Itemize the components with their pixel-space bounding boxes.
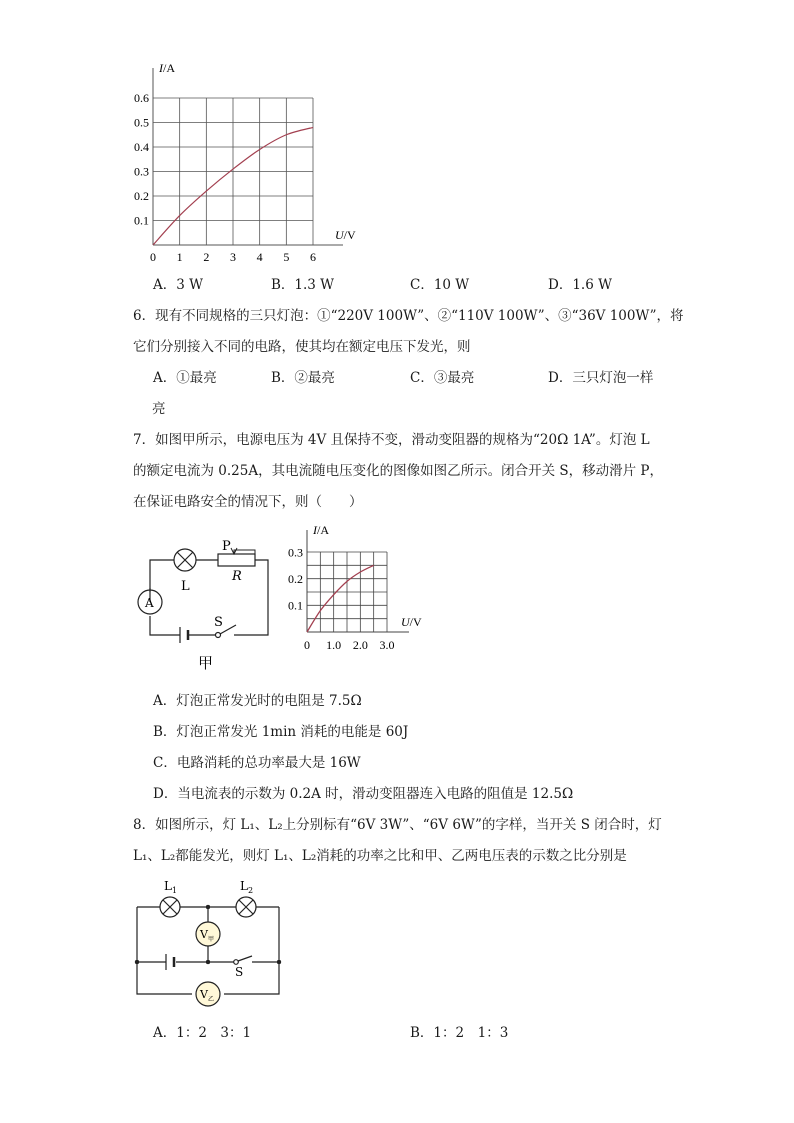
q7-option-d: D．当电流表的示数为 0.2A 时，滑动变阻器连入电路的阻值是 12.5Ω [153,786,574,802]
q8-label-l1: $L_1$ [164,879,178,895]
q7-option-c: C．电路消耗的总功率最大是 16W [153,755,361,771]
chart-2-y-tick-label: 0.2 [288,572,303,586]
q6-option-d: D．三只灯泡一样 [548,370,654,386]
chart-1-y-tick-label: 0.5 [134,115,149,130]
q8-option-b: B．1：2 1：3 [410,1025,509,1041]
q7-stem-line3: 在保证电路安全的情况下，则（ ） [133,494,363,510]
q7-option-b: B．灯泡正常发光 1min 消耗的电能是 60J [153,724,409,740]
q8-stem-line1: 8．如图所示，灯 L₁、L₂上分别标有“6V 3W”、“6V 6W”的字样，当开关 S 闭合时，灯 [133,817,662,833]
q8-label-l2: $L_2$ [240,879,254,895]
q7-rheostat-icon [218,554,255,566]
chart-1-x-tick-label: 3 [230,250,236,264]
chart-1-y-axis-label: I/A [159,61,175,75]
q8-stem-line2: L₁、L₂都能发光，则灯 L₁、L₂消耗的功率之比和甲、乙两电压表的示数之比分别是 [133,848,627,864]
chart-2-x-tick-label: 2.0 [352,638,368,652]
chart-1-x-tick-label: 5 [283,250,290,264]
q6-stem-line1: 6．现有不同规格的三只灯泡：①“220V 100W”、②“110V 100W”、③“36V 100W”，将 [133,308,684,324]
q8-option-a: A．1：2 3：1 [153,1025,252,1041]
chart-1-y-tick-label: 0.1 [134,213,149,228]
q6-option-a: A．①最亮 [153,370,217,386]
chart-1-x-tick-label: 1 [176,250,183,264]
chart-2-iu-graph [280,522,440,672]
chart-1-y-tick-label: 0.6 [134,91,149,105]
q7-stem-line2: 的额定电流为 0.25A，其电流随电压变化的图像如图乙所示。闭合开关 S，移动滑片 P， [133,463,664,479]
chart-2-x-tick-label: 0 [304,638,310,652]
q6-option-c: C．③最亮 [410,370,475,386]
q6-option-d-wrap: 亮 [152,401,166,417]
q7-switch-icon [216,633,221,638]
q7-label-R: R [232,569,242,584]
q5-option-a: A．3 W [153,277,204,293]
q8-label-s: S [235,965,244,979]
q5-option-b: B．1.3 W [271,277,335,293]
chart-1-y-tick-label: 0.4 [134,140,149,154]
q6-option-b: B．②最亮 [271,370,335,386]
chart-2-y-tick-label: 0.3 [288,545,303,560]
chart-1-x-tick-label: 4 [256,250,263,264]
q7-option-a: A．灯泡正常发光时的电阻是 7.5Ω [153,693,362,709]
q6-stem-line2: 它们分别接入不同的电路，使其均在额定电压下发光，则 [133,339,471,355]
chart-1-y-tick-label: 0.3 [134,164,149,179]
chart-1-x-tick-label: 2 [203,250,210,264]
q5-option-d: D．1.6 W [548,277,612,293]
q7-circuit-diagram [130,530,290,680]
chart-2-series-line [307,565,374,632]
q8-label-v-yi: $V_乙$ [200,988,214,1003]
q8-switch-icon [234,960,239,965]
chart-2-x-tick-label: 1.0 [326,638,342,652]
q7-label-L: L [181,579,190,594]
q8-circuit-diagram [128,872,288,1007]
q7-stem-line1: 7．如图甲所示，电源电压为 4V 且保持不变，滑动变阻器的规格为“20Ω 1A”。灯泡 L [133,432,650,448]
q7-caption-jia: 甲 [198,654,214,672]
q7-label-S: S [214,615,223,630]
chart-2-y-tick-label: 0.1 [288,598,303,613]
chart-2-x-axis-label: U/V [401,615,422,629]
q7-label-P: P [222,539,231,554]
chart-1-iu-graph [120,55,380,275]
chart-1-y-tick-label: 0.2 [134,189,149,203]
chart-1-x-tick-label: 6 [310,250,316,264]
q5-option-c: C．10 W [410,277,470,293]
q8-label-v-jia: $V_甲$ [200,928,214,943]
chart-1-x-tick-label: 0 [150,250,156,264]
chart-2-y-axis-label: I/A [313,523,329,537]
chart-1-x-axis-label: U/V [335,228,356,242]
chart-2-x-tick-label: 3.0 [379,638,395,652]
q7-label-A: A [145,596,154,610]
